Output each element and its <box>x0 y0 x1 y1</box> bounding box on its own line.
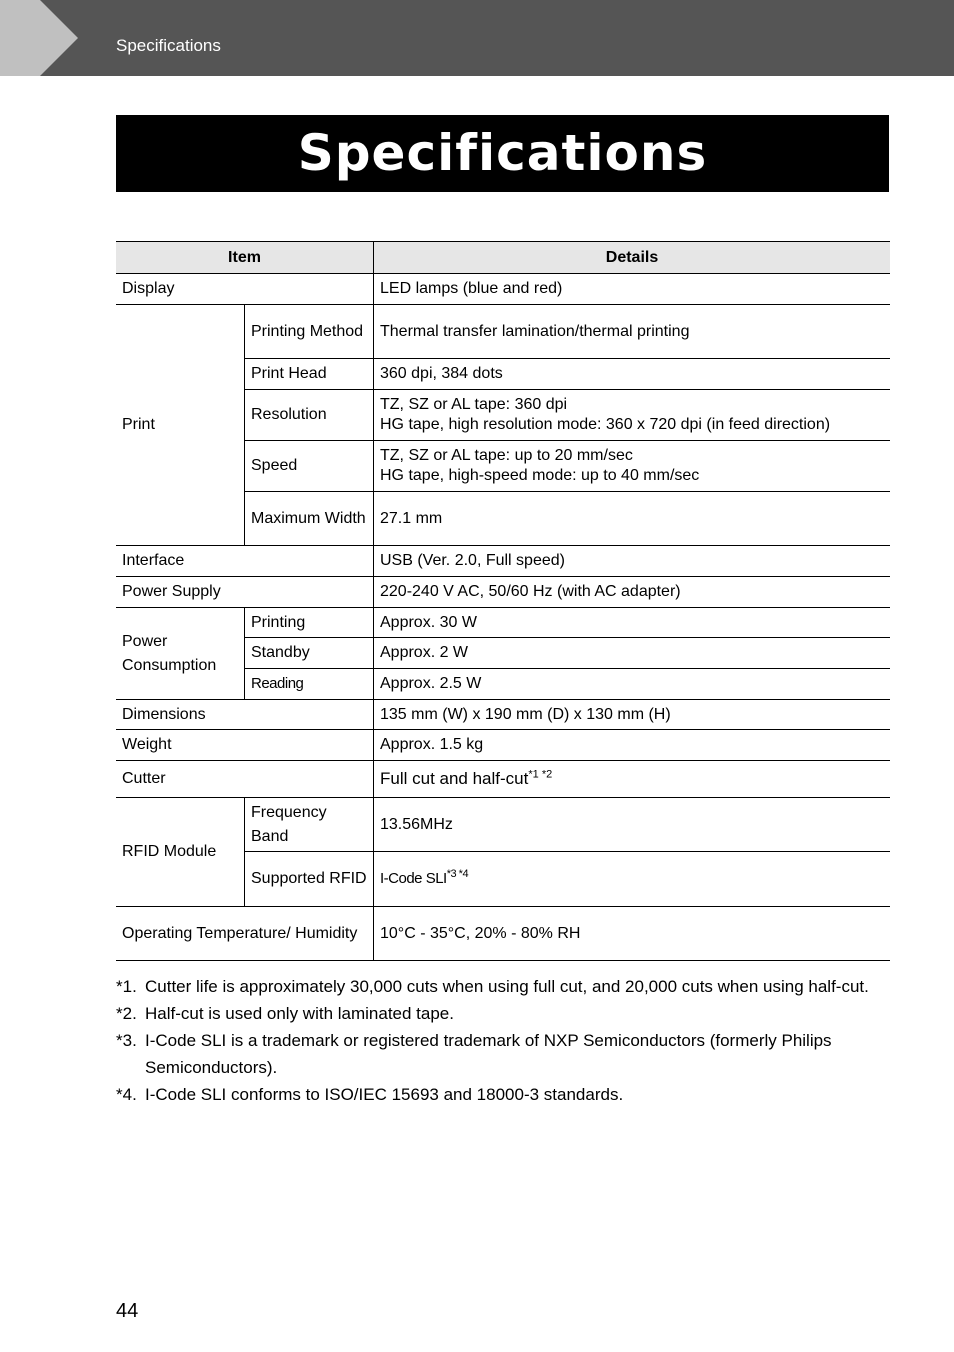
subitem-label: Supported RFID <box>245 852 374 907</box>
subitem-label: Frequency Band <box>245 798 374 852</box>
table-row <box>116 730 890 761</box>
item-value <box>374 761 891 798</box>
table-header-row <box>116 242 890 274</box>
item-value: Approx. 2 W <box>374 638 891 669</box>
footnote-ref: *3 *4 <box>446 868 469 880</box>
footnote-ref: *1 *2 <box>528 768 553 781</box>
item-value: 360 dpi, 384 dots <box>374 359 891 390</box>
value-line: HG tape, high resolution mode: 360 x 720 dpi (in feed direction) <box>380 416 831 433</box>
item-value <box>374 390 891 441</box>
footnote <box>116 973 890 1000</box>
subitem-label: Resolution <box>245 390 374 441</box>
value-line: HG tape, high-speed mode: up to 40 mm/sec <box>380 467 700 484</box>
section-tab-arrow-icon <box>0 0 78 76</box>
item-value: USB (Ver. 2.0, Full speed) <box>374 546 891 577</box>
item-value: LED lamps (blue and red) <box>374 274 891 305</box>
footnotes <box>116 973 890 1108</box>
item-label: Weight <box>116 730 374 761</box>
footnote <box>116 1027 890 1081</box>
table-row <box>116 907 890 961</box>
subitem-label: Standby <box>245 638 374 669</box>
footnote <box>116 1081 890 1108</box>
footnote-mark: *3. <box>116 1031 137 1050</box>
table-row <box>116 700 890 730</box>
item-value: 10°C - 35°C, 20% - 80% RH <box>374 907 891 961</box>
subitem-label: Print Head <box>245 359 374 390</box>
value-line: TZ, SZ or AL tape: 360 dpi <box>380 396 568 413</box>
item-value: 27.1 mm <box>374 492 891 546</box>
item-label: Operating Temperature/ Humidity <box>116 907 374 961</box>
subitem-label: Printing Method <box>245 305 374 359</box>
footnote-mark: *2. <box>116 1004 137 1023</box>
footnote-text: Half-cut is used only with laminated tape. <box>145 1004 454 1023</box>
table-row <box>116 577 890 608</box>
subitem-label: Speed <box>245 441 374 492</box>
item-value: 135 mm (W) x 190 mm (D) x 130 mm (H) <box>374 700 891 730</box>
footnote-mark: *1. <box>116 977 137 996</box>
item-value: Approx. 1.5 kg <box>374 730 891 761</box>
item-label: Dimensions <box>116 700 374 730</box>
footnote <box>116 1000 890 1027</box>
item-value: Approx. 30 W <box>374 608 891 638</box>
item-value <box>374 852 891 907</box>
header-bar <box>0 0 954 76</box>
table-row <box>116 608 890 638</box>
item-label: Power Supply <box>116 577 374 608</box>
value-text: I-Code SLI <box>380 870 447 887</box>
page-title: Specifications <box>116 115 889 192</box>
page-number: 44 <box>116 1300 139 1322</box>
item-value: 220-240 V AC, 50/60 Hz (with AC adapter) <box>374 577 891 608</box>
table-row <box>116 761 890 798</box>
item-value: Approx. 2.5 W <box>374 669 891 700</box>
item-value: Thermal transfer lamination/thermal printing <box>374 305 891 359</box>
table-row <box>116 546 890 577</box>
column-header-details: Details <box>374 242 891 274</box>
subitem-label: Maximum Width <box>245 492 374 546</box>
footnote-mark: *4. <box>116 1085 137 1104</box>
item-value: 13.56MHz <box>374 798 891 852</box>
item-value <box>374 441 891 492</box>
item-label: RFID Module <box>116 798 245 907</box>
item-label: Print <box>116 305 245 546</box>
table-row <box>116 274 890 305</box>
value-line: TZ, SZ or AL tape: up to 20 mm/sec <box>380 447 633 464</box>
footnote-text: I-Code SLI conforms to ISO/IEC 15693 and 18000-3 standards. <box>145 1085 624 1104</box>
subitem-label: Printing <box>245 608 374 638</box>
item-label: Power Consumption <box>116 608 245 700</box>
specifications-table <box>116 241 890 961</box>
item-label: Display <box>116 274 374 305</box>
item-label: Interface <box>116 546 374 577</box>
value-text: Full cut and half-cut <box>380 769 529 788</box>
header-section-label: Specifications <box>116 36 221 55</box>
subitem-label: Reading <box>245 669 374 700</box>
footnote-text: I-Code SLI is a trademark or registered trademark of NXP Semiconductors (formerly Philips Semiconductors). <box>145 1031 832 1077</box>
table-row <box>116 305 890 359</box>
footnote-text: Cutter life is approximately 30,000 cuts when using full cut, and 20,000 cuts when using half-cut. <box>145 977 869 996</box>
column-header-item: Item <box>116 242 374 274</box>
item-label: Cutter <box>116 761 374 798</box>
table-row <box>116 798 890 852</box>
